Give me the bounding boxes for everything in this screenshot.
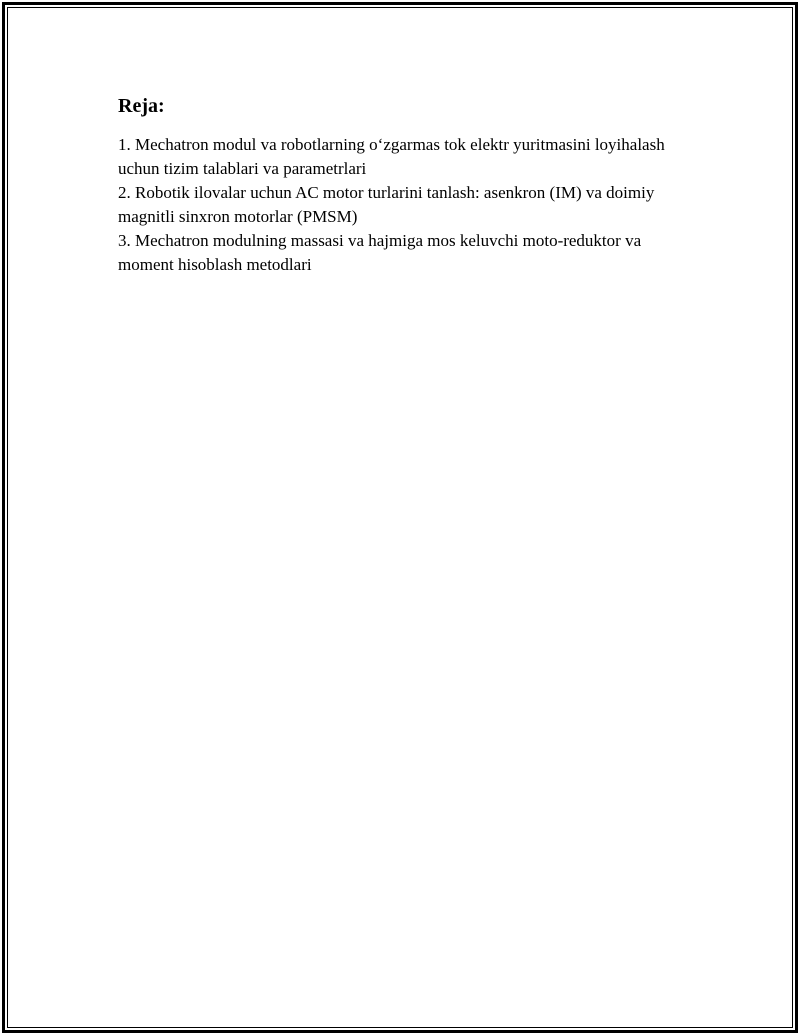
document-body xyxy=(118,93,698,277)
plan-list xyxy=(118,133,698,277)
plan-heading: Reja: xyxy=(118,95,165,117)
plan-item-1: 1. Mechatron modul va robotlarning o‘zgarmas tok elektr yuritmasini loyihalash uchun tizim talablari va parametrlari xyxy=(118,135,665,178)
plan-item-2: 2. Robotik ilovalar uchun AC motor turlarini tanlash: asenkron (IM) va doimiy magnitli sinxron motorlar (PMSM) xyxy=(118,183,655,226)
plan-item-3: 3. Mechatron modulning massasi va hajmiga mos keluvchi moto-reduktor va moment hisoblash metodlari xyxy=(118,231,642,274)
